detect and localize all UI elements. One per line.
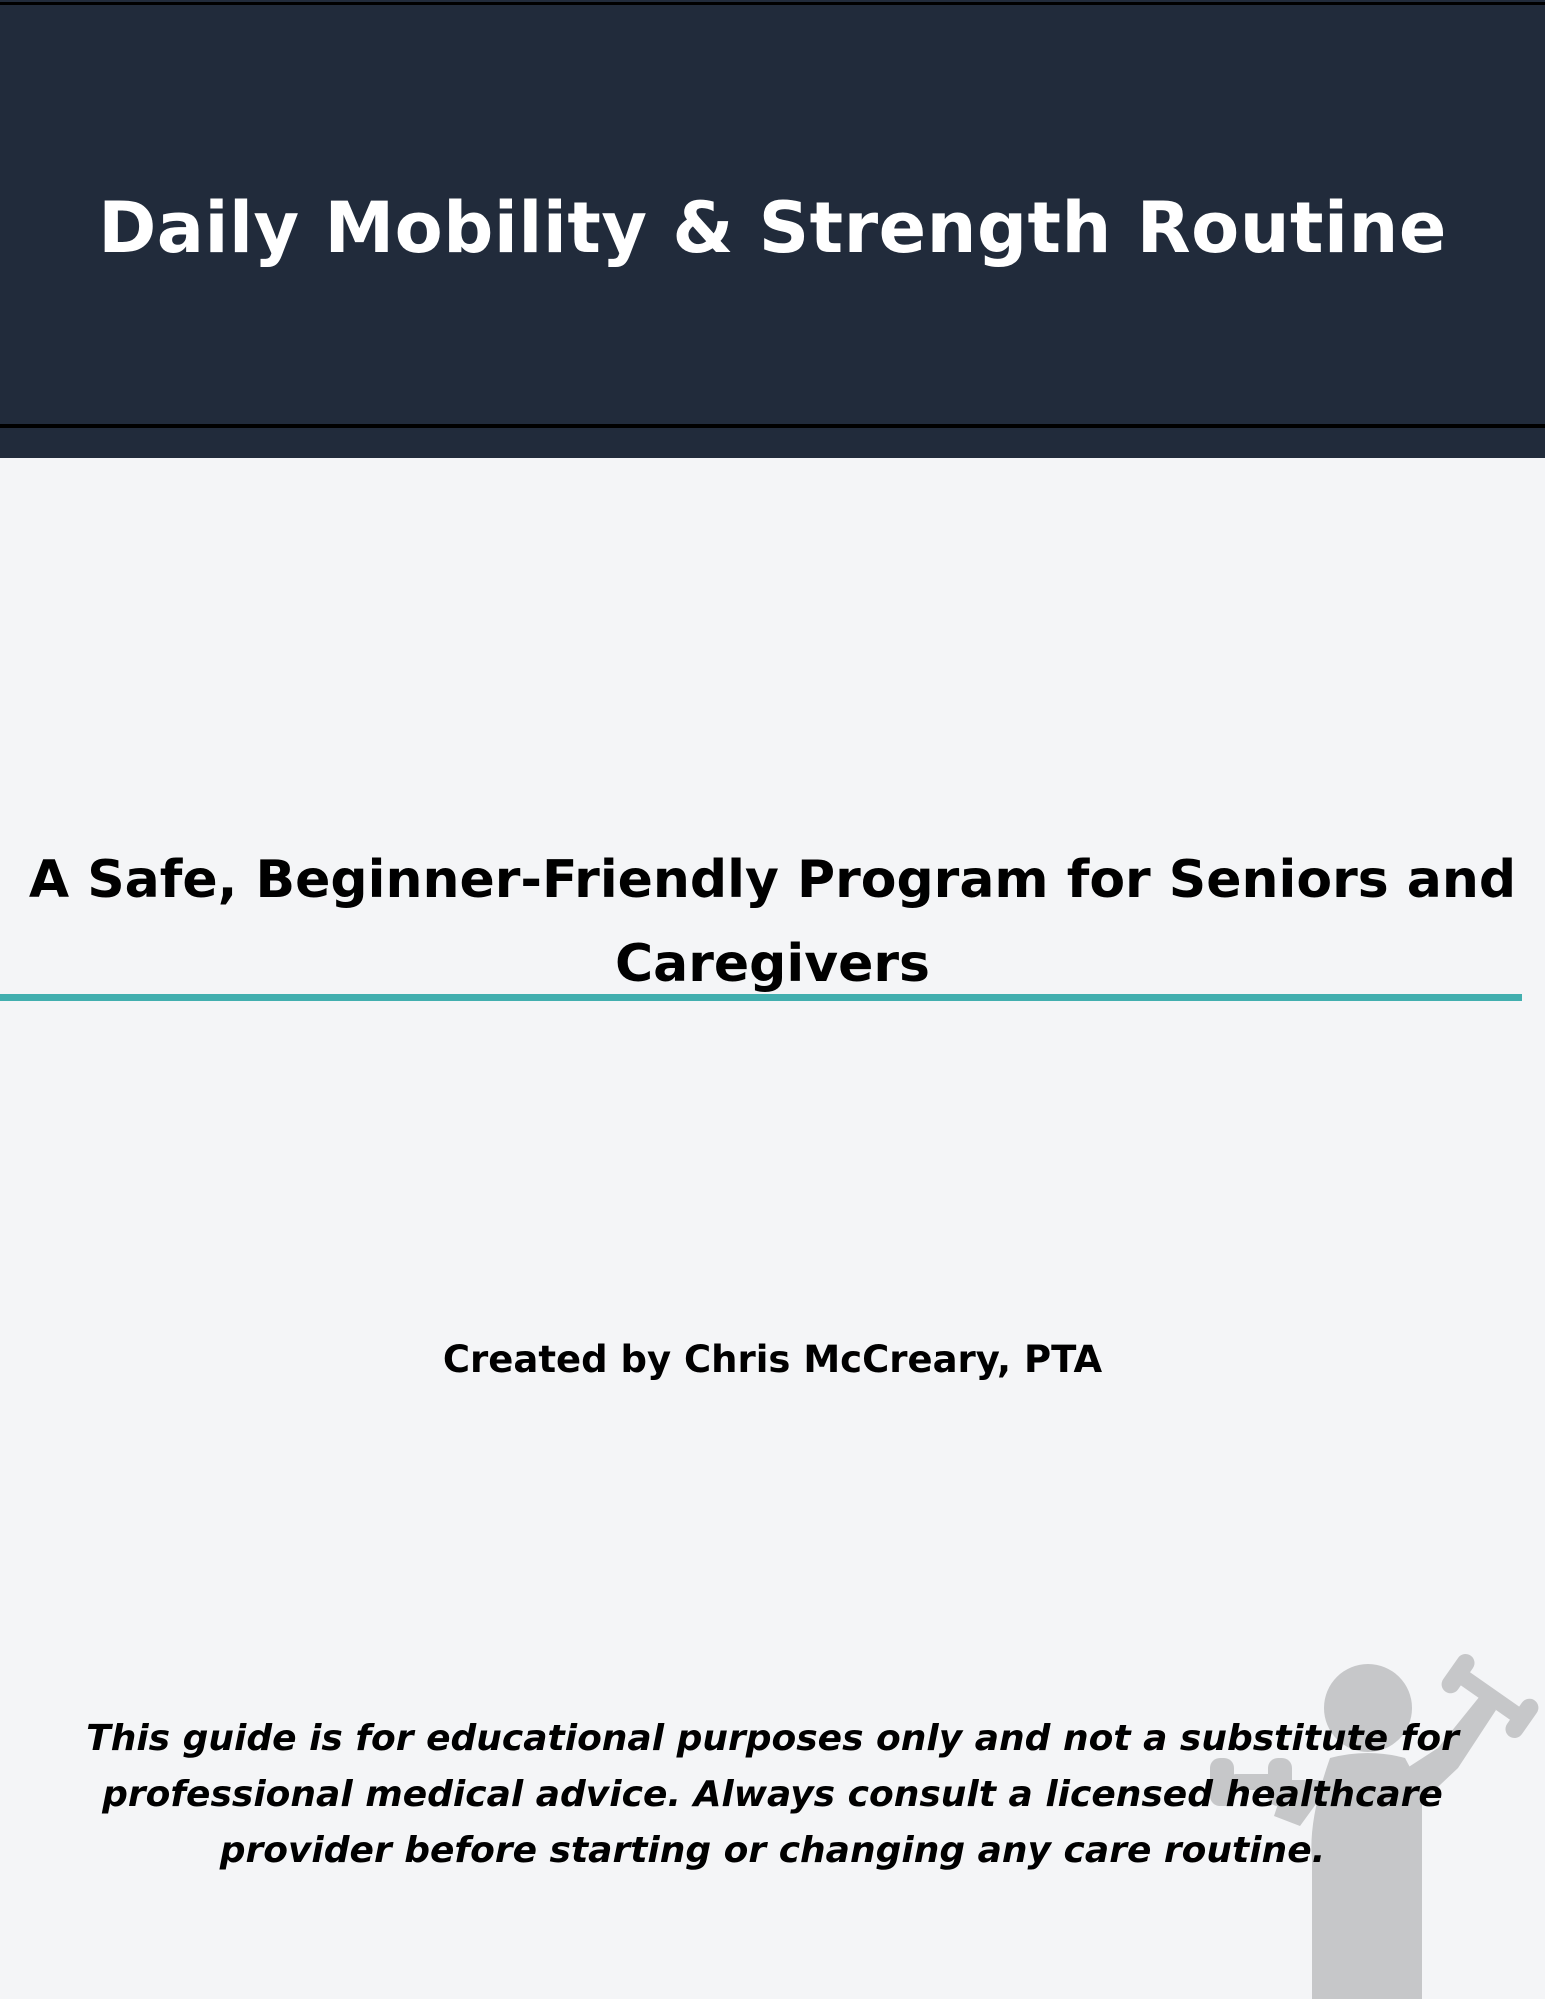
header-top-rule bbox=[0, 2, 1545, 5]
document-title: Daily Mobility & Strength Routine bbox=[98, 187, 1447, 269]
author-byline: Created by Chris McCreary, PTA bbox=[442, 1338, 1103, 1381]
document-subtitle: A Safe, Beginner-Friendly Program for Seniors and Caregivers bbox=[28, 850, 1517, 994]
accent-divider bbox=[0, 994, 1522, 1001]
medical-disclaimer: This guide is for educational purposes only and not a substitute for professional medical advice. Always consult a licensed healthcare provider before starting or changing any care routine. bbox=[86, 1718, 1459, 1871]
header-bottom-rule bbox=[0, 424, 1545, 428]
